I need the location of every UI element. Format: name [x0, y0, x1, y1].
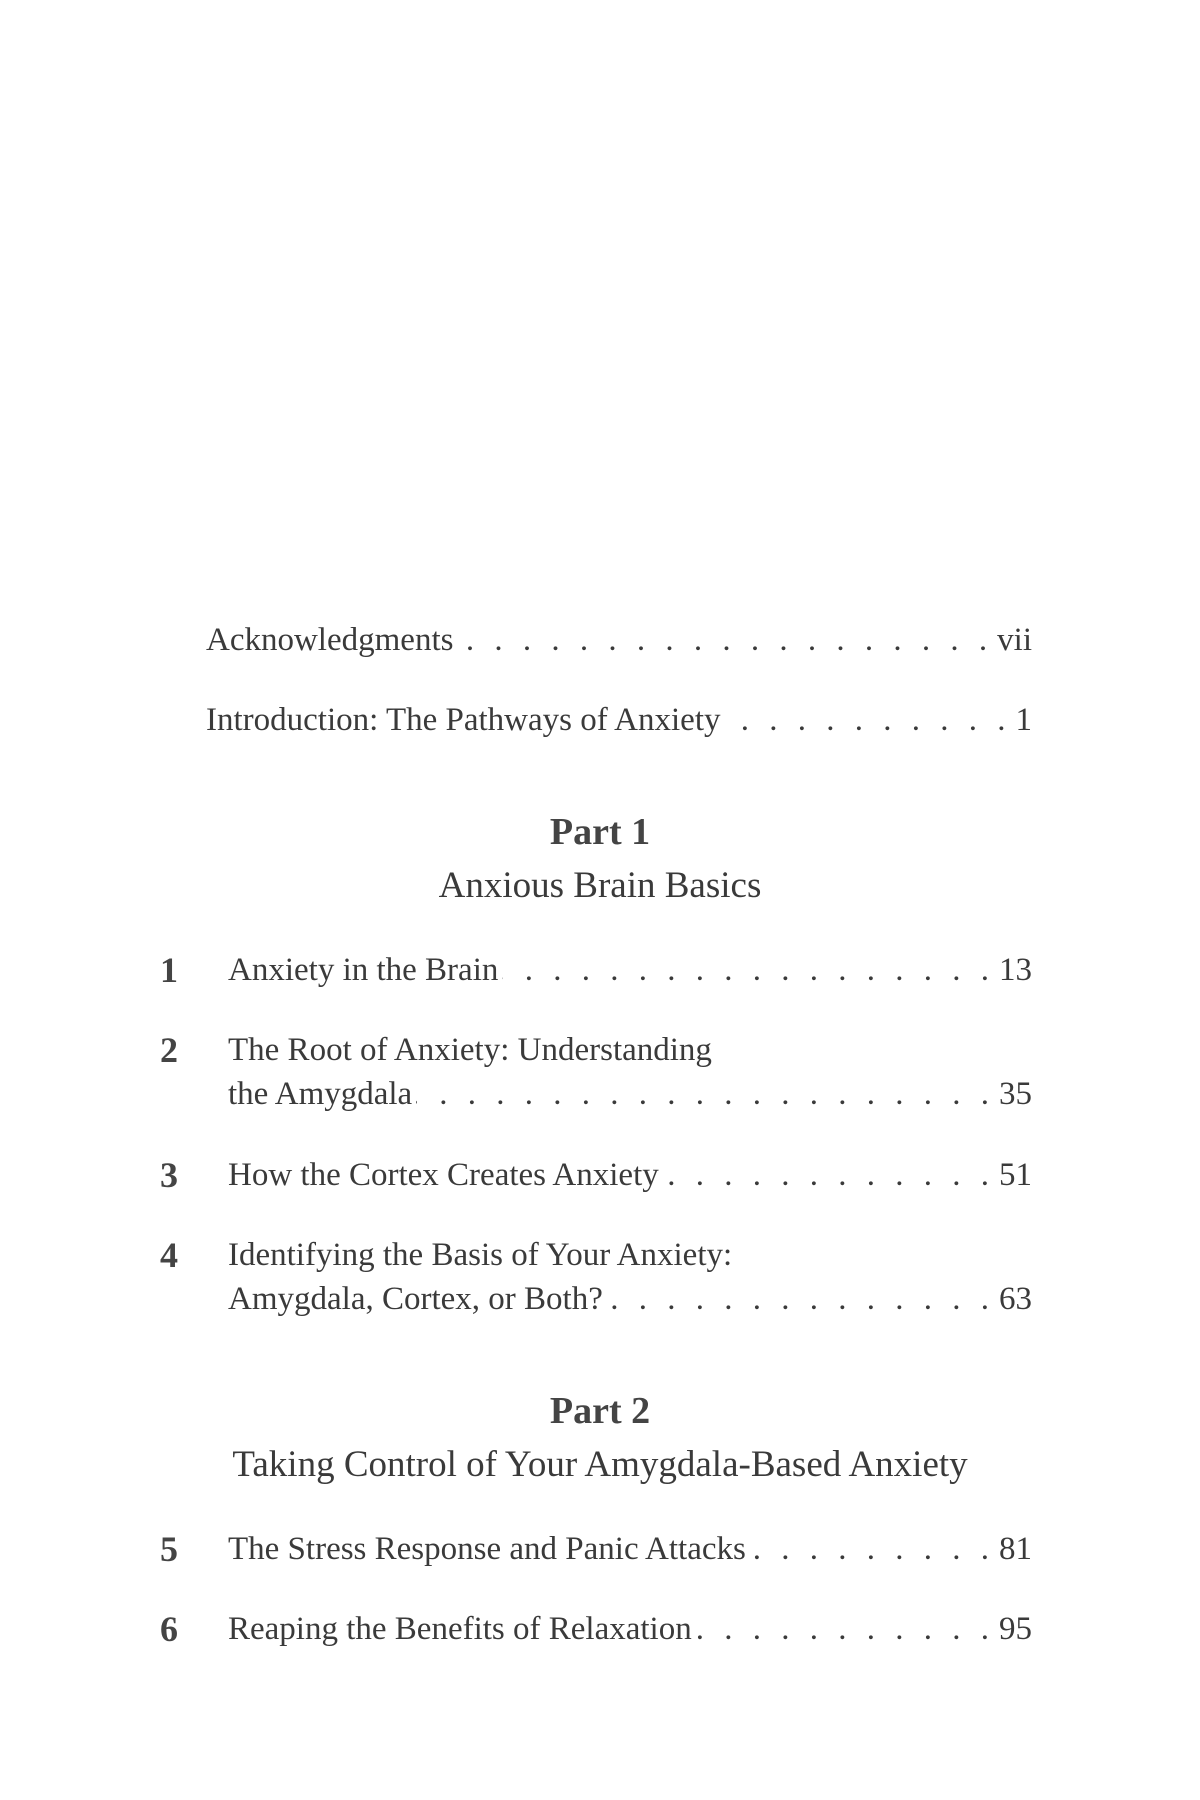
chapter-number: 5 — [160, 1529, 178, 1569]
dot-leader — [724, 698, 1011, 742]
dot-leader — [457, 618, 993, 662]
chapter-number: 4 — [160, 1235, 178, 1275]
chapter-6-entry[interactable] — [160, 1607, 1032, 1651]
chapter-number: 2 — [160, 1030, 178, 1070]
chapter-number: 6 — [160, 1609, 178, 1649]
chapter-page: 51 — [999, 1157, 1032, 1193]
chapter-page: 13 — [999, 952, 1032, 988]
chapter-title: Anxiety in the Brain — [228, 952, 499, 988]
chapter-title: How the Cortex Creates Anxiety — [228, 1157, 659, 1193]
dot-leader — [750, 1527, 995, 1571]
chapter-title: The Stress Response and Panic Attacks — [228, 1531, 746, 1567]
toc-entry-page: vii — [997, 622, 1032, 658]
chapter-page: 63 — [999, 1281, 1032, 1317]
chapter-title-line-1: The Root of Anxiety: Understanding — [228, 1032, 712, 1068]
toc-entry-acknowledgments[interactable] — [206, 618, 1032, 662]
dot-leader — [607, 1277, 995, 1321]
part-1-title: Anxious Brain Basics — [438, 865, 762, 906]
chapter-5-entry[interactable] — [160, 1527, 1032, 1571]
toc-entry-title: Introduction: The Pathways of Anxiety — [206, 702, 721, 738]
chapter-4-entry[interactable] — [160, 1233, 1032, 1321]
toc-entry-title: Acknowledgments — [206, 622, 454, 658]
chapter-2-entry[interactable] — [160, 1028, 1032, 1116]
chapter-number: 3 — [160, 1155, 178, 1195]
chapter-1-entry[interactable] — [160, 948, 1032, 992]
part-2-title: Taking Control of Your Amygdala-Based Anxiety — [232, 1444, 968, 1485]
chapter-page: 35 — [999, 1076, 1032, 1112]
chapter-title: Reaping the Benefits of Relaxation — [228, 1611, 692, 1647]
part-2-label: Part 2 — [549, 1390, 651, 1432]
chapter-3-entry[interactable] — [160, 1153, 1032, 1197]
chapter-title: the Amygdala — [228, 1076, 413, 1112]
dot-leader — [502, 948, 995, 992]
chapter-title-line-1: Identifying the Basis of Your Anxiety: — [228, 1237, 733, 1273]
part-1-label: Part 1 — [549, 811, 651, 853]
chapter-page: 81 — [999, 1531, 1032, 1567]
chapter-title: Amygdala, Cortex, or Both? — [228, 1281, 603, 1317]
toc-entry-introduction[interactable] — [206, 698, 1032, 742]
dot-leader — [696, 1607, 995, 1651]
chapter-page: 95 — [999, 1611, 1032, 1647]
chapter-number: 1 — [160, 950, 178, 990]
dot-leader — [663, 1153, 995, 1197]
dot-leader — [416, 1072, 995, 1116]
toc-entry-page: 1 — [1015, 702, 1032, 738]
